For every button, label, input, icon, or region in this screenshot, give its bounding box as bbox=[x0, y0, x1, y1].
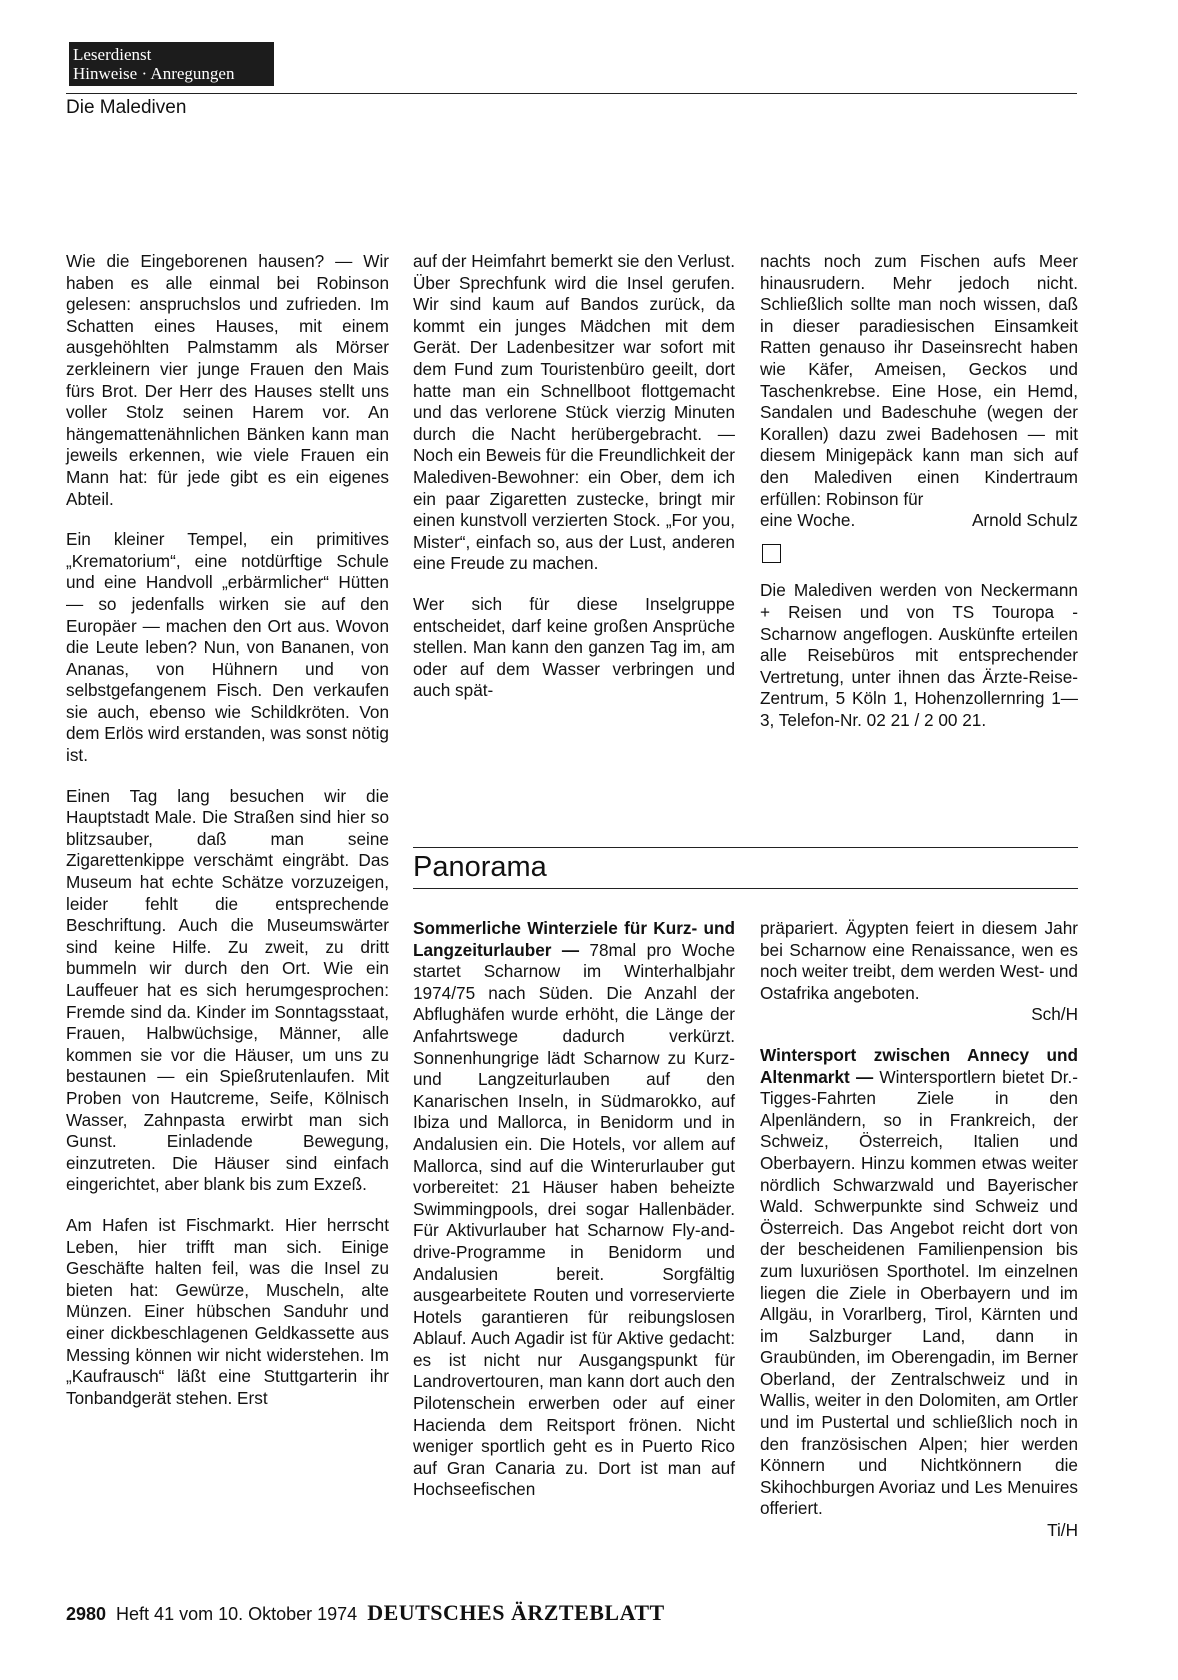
item-signature: Ti/H bbox=[1047, 1520, 1078, 1541]
item-heading: Sommerliche Winterziele für Kurz- und Langzeiturlauber — bbox=[413, 918, 735, 960]
panorama-title: Panorama bbox=[413, 851, 547, 883]
paragraph: Wie die Eingeborenen hausen? — Wir haben es alle einmal bei Robinson gelesen: anspruchslos und zufrieden. Im Schatten eines Hauses, mit einem ausgehöhlten Palmstamm als Mörser zerkleinern vier junge Frauen den Mais fürs Brot. Der Herr des Hauses stellt uns voller Stolz seinen Harem vor. An hängemattenähnlichen Bänken kann man jeweils erkennen, wie viele Frauen ein Mann hat: für jede gibt es ein eigenes Abteil. bbox=[66, 251, 389, 509]
paragraph: nachts noch zum Fischen aufs Meer hinausrudern. Mehr jedoch nicht. Schließlich sollte man noch wissen, daß in dieser paradiesischen Einsamkeit Ratten genauso ihr Daseinsrecht haben wie Käfer, Ameisen, Geckos und Taschenkrebse. Eine Hose, ein Hemd, Sandalen und Badeschuhe (wegen der Korallen) dazu zwei Badehosen — mit diesem Minigepäck kann man sich auf den Malediven einen Kindertraum erfüllen: Robinson für bbox=[760, 251, 1078, 509]
last-line: eine Woche. bbox=[760, 510, 856, 531]
rubric-line-1: Leserdienst bbox=[73, 45, 152, 64]
item-heading: Wintersport zwischen Annecy und Altenmarkt — bbox=[760, 1044, 1078, 1087]
paragraph: auf der Heimfahrt bemerkt sie den Verlust. Über Sprechfunk wird die Insel gerufen. Wir sind kaum auf Bandos zurück, da kommt ein junges Mädchen mit dem Gerät. Der Ladenbesitzer war sofort mit dem Fund zum Touristenbüro geeilt, dort hatte man ein Schnellboot flottgemacht und das verlorene Stück vierzig Minuten durch die Nacht herübergebracht. — Noch ein Beweis für die Freundlichkeit der Malediven-Bewohner: ein Ober, dem ich ein paar Zigaretten zustecke, bringt mir einen kunstvoll verzierten Stock. „For you, Mister“, einfach so, aus der Lust, anderen eine Freude zu machen. bbox=[413, 251, 735, 574]
author-line bbox=[760, 510, 1078, 532]
issue-info: Heft 41 vom 10. Oktober 1974 bbox=[116, 1604, 358, 1624]
paragraph: Ein kleiner Tempel, ein primitives „Krematorium“, eine notdürftige Schule und eine Handvoll „erbärmlicher“ Hütten — so jedenfalls wirken sie auf den Europäer — machen den Ort aus. Wovon die Leute leben? Nun, von Bananen, von Ananas, von Hühnern und von selbstgefangenem Fisch. Den verkaufen sie auch, ebenso wie Schildkröten. Von dem Erlös wird erstanden, was sonst nötig ist. bbox=[66, 529, 389, 766]
item-text: Wintersportlern bietet Dr.-Tigges-Fahrten Ziele in den Alpenländern, so in Frankreich, der Schweiz, Österreich, Italien und Oberbayern. Hinzu kommen etwas weiter nördlich Schwarzwald und Bayerischer Wald. Schwerpunkte sind Schweiz und Österreich. Das Angebot reicht dort von der bescheidenen Familienpension bis zum luxuriösen Sporthotel. Im einzelnen liegen die Ziele in Oberbayern und im Allgäu, in Vorarlberg, Tirol, Kärnten und im Salzburger Land, dann in Graubünden, im Oberengadin, im Berner Oberland, der Zentralschweiz und in Wallis, weiter in den Dolomiten, am Ortler und im Pustertal und schließlich noch in den französischen Alpen; hier werden Könnern und Nichtkönnern die Skihochburgen Avoriaz und Les Menuires offeriert. bbox=[760, 1066, 1078, 1519]
panorama-rule-bottom bbox=[413, 888, 1078, 889]
column-2 bbox=[413, 251, 735, 721]
rubric-label bbox=[69, 42, 274, 86]
panorama-column-1 bbox=[413, 918, 735, 1520]
page-number: 2980 bbox=[66, 1604, 107, 1624]
paragraph: Wer sich für diese Inselgruppe entscheidet, darf keine großen Ansprüche stellen. Man kann den ganzen Tag im, am oder auf dem Wasser verbringen und auch spät- bbox=[413, 593, 735, 701]
item-text: 78mal pro Woche startet Scharnow im Winterhalbjahr 1974/75 nach Süden. Die Anzahl der Abflughäfen wurde erhöht, die Länge der Anfahrtswege dadurch verkürzt. Sonnenhungrige lädt Scharnow zu Kurz- und Langzeiturlauben auf den Kanarischen Inseln, in Südmarokko, auf Ibiza und Mallorca, in Benidorm und in Andalusien ein. Die Hotels, vor allem auf Mallorca, sind auf die Winterurlauber gut vorbereitet: 21 Häuser haben beheizte Swimmingpools, drei sogar Hallenbäder. Für Aktivurlauber hat Scharnow Fly-and-drive-Programme in Benidorm und Andalusien bereit. Sorgfältig ausgearbeitete Routen und vorreservierte Hotels garantieren für reibungslosen Ablauf. Auch Agadir ist für Aktive gedacht: es ist nicht nur Ausgangspunkt für Landrovertouren, man kann dort auch den Pilotenschein erwerben oder auf einer Hacienda dem Reitsport frönen. Nicht weniger sportlich geht es in Puerto Rico auf Gran Canaria zu. Dort ist man auf Hochseefischen bbox=[413, 939, 736, 1500]
panorama-item-1 bbox=[413, 918, 735, 1501]
info-paragraph: Die Malediven werden von Neckermann + Reisen und von TS Touropa - Scharnow angeflogen. Auskünfte erteilen alle Reisebüros mit entsprechender Vertretung, unter ihnen das Ärzte-Reise-Zentrum, 5 Köln 1, Hohenzollernring 1—3, Telefon-Nr. 02 21 / 2 00 21. bbox=[760, 580, 1078, 730]
panorama-rule-top bbox=[413, 847, 1078, 848]
rubric-line-2: Hinweise · Anregungen bbox=[73, 64, 235, 83]
author-name: Arnold Schulz bbox=[971, 510, 1078, 531]
section-title: Die Malediven bbox=[66, 97, 187, 118]
panorama-item-2 bbox=[760, 1045, 1078, 1520]
column-3 bbox=[760, 251, 1078, 750]
header-rule bbox=[66, 93, 1077, 94]
paragraph: Einen Tag lang besuchen wir die Hauptstadt Male. Die Straßen sind hier so blitzsauber, daß man seine Zigarettenkippe verschämt eingräbt. Das Museum hat echte Schätze vorzuzeigen, leider fehlt die entsprechende Beschriftung. Auch die Museumswärter sind keine Hilfe. Zu zweit, zu dritt bummeln wir durch den Ort. Wie ein Lauffeuer hat es sich herumgesprochen: Fremde sind da. Kinder im Sonntagsstaat, Frauen, Halbwüchsige, Männer, alle kommen sie vor die Häuser, um uns zu bestaunen — ein Spießrutenlaufen. Mit Proben von Hautcreme, Seife, Kölnisch Wasser, Zahnpasta erwirbt man sich Gunst. Einladende Bewegung, einzutreten. Die Häuser sind einfach eingerichtet, aber blank bis zum Exzeß. bbox=[66, 785, 389, 1195]
item-continuation: präpariert. Ägypten feiert in diesem Jahr bei Scharnow eine Renaissance, wen es noch weiter treibt, dem werden West- und Ostafrika angeboten. bbox=[760, 918, 1078, 1003]
item-signature: Sch/H bbox=[1031, 1004, 1078, 1025]
column-1 bbox=[66, 251, 389, 1428]
magazine-name: DEUTSCHES ÄRZTEBLATT bbox=[367, 1600, 665, 1625]
end-mark-square-icon bbox=[762, 544, 781, 563]
page-footer bbox=[66, 1600, 665, 1626]
panorama-column-2 bbox=[760, 918, 1078, 1542]
paragraph: Am Hafen ist Fischmarkt. Hier herrscht Leben, hier trifft man sich. Einige Geschäfte halten feil, was die Insel zu bieten hat: Gewürze, Muscheln, alte Münzen. Einer hübschen Sanduhr und einer dickbeschlagenen Geldkassette aus Messing können wir nicht widerstehen. Im „Kaufrausch“ läßt eine Stuttgarterin ihr Tonbandgerät stehen. Erst bbox=[66, 1214, 389, 1408]
